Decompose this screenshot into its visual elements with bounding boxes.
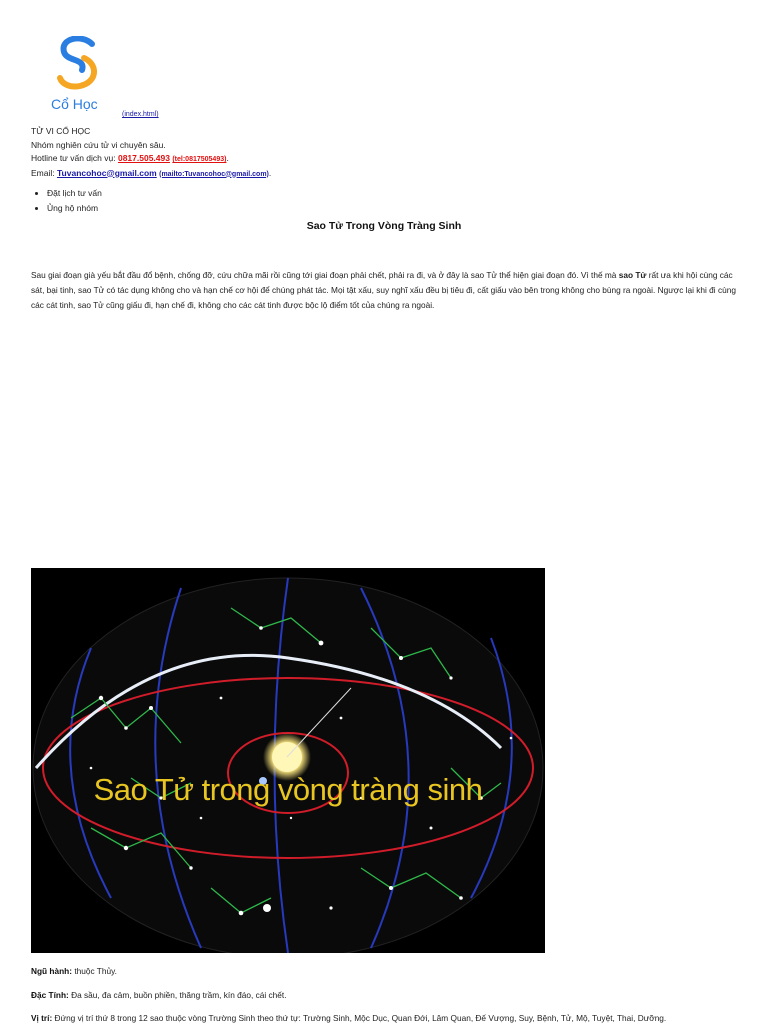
logo-text: Cổ Học [51,96,98,112]
email-link[interactable]: Tuvancohoc@gmail.com [56,167,157,178]
site-name: TỬ VI CỔ HỌC [31,126,91,136]
intro-bold: sao Tử [618,270,647,280]
email-end: . [268,167,272,178]
dac-tinh-line [31,990,287,1000]
image-caption: Sao Tử trong vòng tràng sinh [93,772,483,807]
vi-tri-line [31,1013,666,1023]
ngu-hanh-line [31,966,117,976]
intro-text-2: rất ưa khi hội cùng các sát, bại tinh, sao Tử có tác dụng không cho và hạn chế cơ hội để chúng phát tác. Mọi tật xấu, suy nghĩ xấu đều bị tiêu đi, cất giấu vào bên trong không cho bùng ra ngoài. Ngược lại khi đi cùng các cát tinh, sao Tử cũng giấu đi, hạn chế đi, không cho các cát tinh được bộc lộ điểm tốt của chúng ra ngoài. [31,270,736,310]
logo-swirl-icon [54,36,102,92]
vi-tri-label: Vị trí: [31,1013,53,1023]
intro-text-1: Sau giai đoạn già yếu bắt đầu đổ bệnh, chống đỡ, cứu chữa mãi rồi cũng tới giai đoạn phải chết, phải ra đi, và ở đây là sao Tử thể hiện giai đoạn đó. Vì thế mà [31,270,619,280]
site-logo[interactable] [44,36,116,118]
hotline-end: . [226,153,229,163]
site-header-info [31,125,271,181]
article-intro [31,268,737,313]
hotline-label: Hotline tư vấn dịch vụ: [31,153,118,163]
dac-tinh-label: Đặc Tính: [31,990,69,1000]
ngu-hanh-value: thuộc Thủy. [72,966,117,976]
email-mailto-link[interactable]: (mailto:Tuvancohoc@gmail.com) [159,170,269,178]
email-line [31,167,271,182]
email-label: Email: [31,167,57,178]
hotline-line [31,152,271,167]
celestial-sphere-illustration [31,568,545,953]
hotline-tel-link[interactable]: (tel:0817505493) [172,156,227,163]
nav-menu [47,186,102,215]
article-title: Sao Tử Trong Vòng Tràng Sinh [306,220,462,232]
hotline-number-link[interactable]: 0817.505.493 [117,153,170,163]
article-image [31,568,545,953]
dac-tinh-value: Đa sầu, đa cảm, buồn phiền, thăng trầm, kín đáo, cái chết. [68,990,287,1000]
home-link[interactable]: (index.html) [122,111,159,118]
ngu-hanh-label: Ngũ hành: [31,966,73,976]
menu-item-support[interactable]: • Ủng hộ nhóm [47,201,102,216]
site-tagline: Nhóm nghiên cứu tử vi chuyên sâu. [31,139,166,150]
vi-tri-value: Đứng vị trí thứ 8 trong 12 sao thuộc vòng Trường Sinh theo thứ tự: Trường Sinh, Mộc Dục, Quan Đới, Lâm Quan, Đế Vượng, Suy, Bệnh, Tử, Mộ, Tuyệt, Thai, Dưỡng. [52,1013,667,1023]
menu-item-booking[interactable]: • Đặt lịch tư vấn [47,186,102,201]
